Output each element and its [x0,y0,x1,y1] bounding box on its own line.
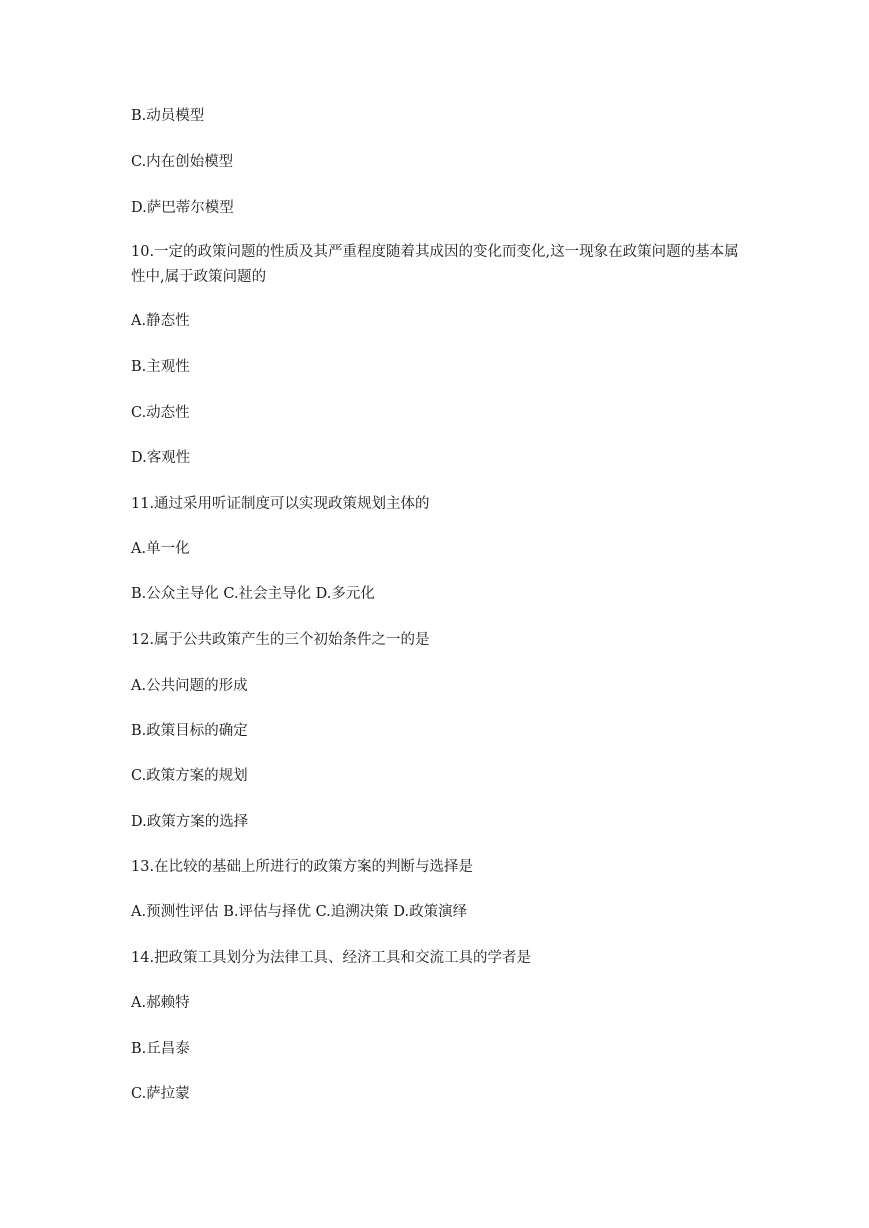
option-c-q12: C.政策方案的规划 [131,768,248,784]
option-a-q11: A.单一化 [131,541,190,557]
question-12: 12.属于公共政策产生的三个初始条件之一的是 [131,632,430,648]
option-a-q12: A.公共问题的形成 [131,678,248,694]
option-d-q12: D.政策方案的选择 [131,814,249,830]
option-b-q12: B.政策目标的确定 [131,723,248,739]
options-abcd-q13: A.预测性评估 B.评估与择优 C.追溯决策 D.政策演绎 [131,904,468,920]
option-b-q14: B.丘昌泰 [131,1041,190,1057]
option-d-q9: D.萨巴蒂尔模型 [131,200,234,216]
question-13: 13.在比较的基础上所进行的政策方案的判断与选择是 [131,859,474,875]
option-c-q9: C.内在创始模型 [131,154,234,170]
option-b-q9: B.动员模型 [131,108,205,124]
option-a-q10: A.静态性 [131,313,190,329]
option-b-q10: B.主观性 [131,359,190,375]
question-14: 14.把政策工具划分为法律工具、经济工具和交流工具的学者是 [131,950,532,966]
option-c-q14: C.萨拉蒙 [131,1086,190,1102]
question-10: 10.一定的政策问题的性质及其严重程度随着其成因的变化而变化,这一现象在政策问题的基本属性中,属于政策问题的 [131,244,739,285]
option-d-q10: D.客观性 [131,450,191,466]
option-c-q10: C.动态性 [131,405,190,421]
option-a-q14: A.郝赖特 [131,995,190,1011]
options-bcd-q11: B.公众主导化 C.社会主导化 D.多元化 [131,586,375,602]
question-11: 11.通过采用听证制度可以实现政策规划主体的 [131,496,430,512]
